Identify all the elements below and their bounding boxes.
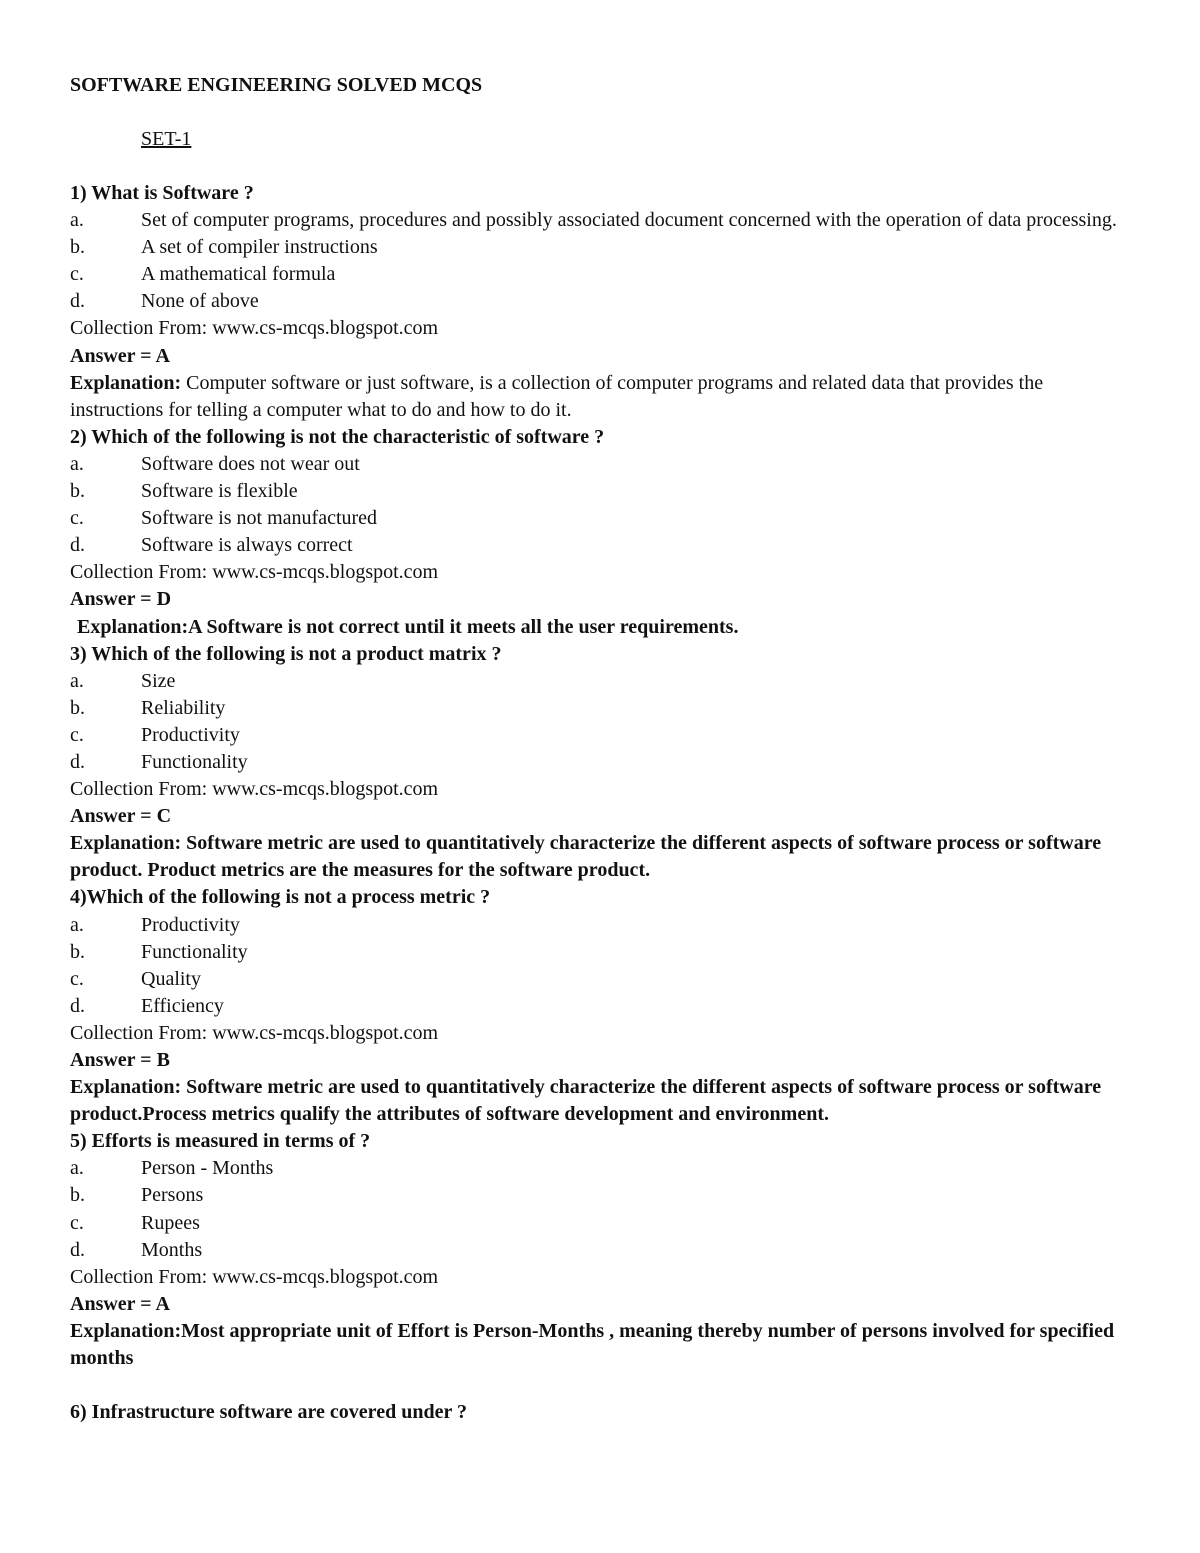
option-b xyxy=(70,939,1140,966)
explanation-label: Explanation: xyxy=(70,371,182,394)
answer: Answer = B xyxy=(70,1049,170,1071)
question-block-5 xyxy=(70,1128,1140,1372)
option-letter: c. xyxy=(70,507,84,530)
explanation-text: Software metric are used to quantitatively characterize the different aspects of software process or software product. Product metrics are the measures for the software product. xyxy=(70,832,1102,882)
question-text: 3) Which of the following is not a product matrix ? xyxy=(70,642,502,665)
blank-line xyxy=(70,1372,1140,1399)
option-letter: c. xyxy=(70,263,84,286)
answer: Answer = D xyxy=(70,588,172,611)
set-label: SET-1 xyxy=(141,128,192,150)
option-text: Software is always correct xyxy=(141,534,353,557)
question-text: 2) Which of the following is not the characteristic of software ? xyxy=(70,425,605,448)
option-letter: d. xyxy=(70,750,85,773)
option-c xyxy=(70,1210,1140,1237)
option-letter: d. xyxy=(70,534,85,557)
option-letter: b. xyxy=(70,1184,85,1207)
option-text: Set of computer programs, procedures and possibly associated document concerned with the operation of data processing. xyxy=(141,209,1117,232)
explanation xyxy=(70,614,1140,641)
option-text: None of above xyxy=(141,290,259,313)
option-c xyxy=(70,966,1140,993)
option-text: Rupees xyxy=(141,1211,200,1234)
question-block-1 xyxy=(70,180,1140,424)
option-d xyxy=(70,288,1140,315)
option-text: Functionality xyxy=(141,940,248,963)
question-text: 5) Efforts is measured in terms of ? xyxy=(70,1130,371,1153)
collection-source: Collection From: www.cs-mcqs.blogspot.com xyxy=(70,1021,439,1044)
option-letter: c. xyxy=(70,723,84,746)
answer: Answer = A xyxy=(70,344,170,367)
collection-source: Collection From: www.cs-mcqs.blogspot.com xyxy=(70,317,439,340)
question-block-3 xyxy=(70,641,1140,885)
option-letter: d. xyxy=(70,994,85,1017)
explanation-text: Software metric are used to quantitatively characterize the different aspects of software process or software product.Process metrics qualify the attributes of software development and environment. xyxy=(70,1076,1102,1126)
option-letter: b. xyxy=(70,940,85,963)
option-text: Reliability xyxy=(141,696,226,719)
option-letter: a. xyxy=(70,669,84,692)
option-d xyxy=(70,532,1140,559)
option-letter: a. xyxy=(70,913,84,936)
option-text: Software does not wear out xyxy=(141,452,360,475)
collection-source: Collection From: www.cs-mcqs.blogspot.com xyxy=(70,778,439,801)
option-d xyxy=(70,993,1140,1020)
option-letter: a. xyxy=(70,209,84,232)
next-question-text: 6) Infrastructure software are covered under ? xyxy=(70,1401,467,1424)
question-block-2 xyxy=(70,424,1140,641)
explanation-label: Explanation: xyxy=(77,615,189,638)
option-text: Efficiency xyxy=(141,994,224,1017)
explanation-text: Most appropriate unit of Effort is Person-Months , meaning thereby number of persons involved for specified months xyxy=(70,1319,1115,1370)
answer: Answer = C xyxy=(70,805,172,828)
option-text: Person - Months xyxy=(141,1157,274,1180)
option-text: Persons xyxy=(141,1184,204,1207)
option-letter: a. xyxy=(70,1157,84,1180)
option-letter: a. xyxy=(70,452,84,475)
option-text: Productivity xyxy=(141,723,240,746)
option-a xyxy=(70,451,1140,478)
option-text: Months xyxy=(141,1238,203,1261)
option-letter: b. xyxy=(70,236,85,259)
option-c xyxy=(70,722,1140,749)
explanation-label: Explanation: xyxy=(70,1319,182,1342)
option-a xyxy=(70,1155,1140,1182)
question-text: 1) What is Software ? xyxy=(70,182,254,204)
option-text: A mathematical formula xyxy=(141,263,336,286)
option-text: Quality xyxy=(141,967,201,990)
option-a xyxy=(70,912,1140,939)
question-block-4 xyxy=(70,884,1140,1128)
option-letter: c. xyxy=(70,967,84,990)
question-text: 4)Which of the following is not a process metric ? xyxy=(70,886,491,909)
explanation-label: Explanation: xyxy=(70,832,182,855)
option-b xyxy=(70,478,1140,505)
explanation xyxy=(70,370,1140,424)
explanation xyxy=(70,1318,1140,1372)
option-text: Software is not manufactured xyxy=(141,507,378,530)
option-letter: d. xyxy=(70,1238,85,1261)
option-b xyxy=(70,1182,1140,1209)
option-b xyxy=(70,234,1140,261)
option-d xyxy=(70,749,1140,776)
answer: Answer = A xyxy=(70,1292,170,1315)
document-title: SOFTWARE ENGINEERING SOLVED MCQS xyxy=(70,74,483,96)
option-a xyxy=(70,668,1140,695)
option-text: Size xyxy=(141,669,176,692)
explanation-label: Explanation: xyxy=(70,1076,182,1099)
option-letter: c. xyxy=(70,1211,84,1234)
collection-source: Collection From: www.cs-mcqs.blogspot.com xyxy=(70,1265,439,1288)
explanation xyxy=(70,830,1140,884)
explanation-text: A Software is not correct until it meets all the user requirements. xyxy=(188,615,739,638)
option-letter: d. xyxy=(70,290,85,313)
option-text: Productivity xyxy=(141,913,240,936)
option-c xyxy=(70,261,1140,288)
option-a xyxy=(70,207,1140,234)
option-c xyxy=(70,505,1140,532)
collection-source: Collection From: www.cs-mcqs.blogspot.com xyxy=(70,561,439,584)
option-text: Software is flexible xyxy=(141,480,298,503)
option-b xyxy=(70,695,1140,722)
document-page xyxy=(70,72,1140,1426)
option-text: Functionality xyxy=(141,750,248,773)
option-letter: b. xyxy=(70,480,85,503)
option-d xyxy=(70,1237,1140,1264)
explanation-text: Computer software or just software, is a collection of computer programs and related data that provides the instructions for telling a computer what to do and how to do it. xyxy=(70,371,1044,421)
option-text: A set of compiler instructions xyxy=(141,236,378,259)
option-letter: b. xyxy=(70,696,85,719)
explanation xyxy=(70,1074,1140,1128)
